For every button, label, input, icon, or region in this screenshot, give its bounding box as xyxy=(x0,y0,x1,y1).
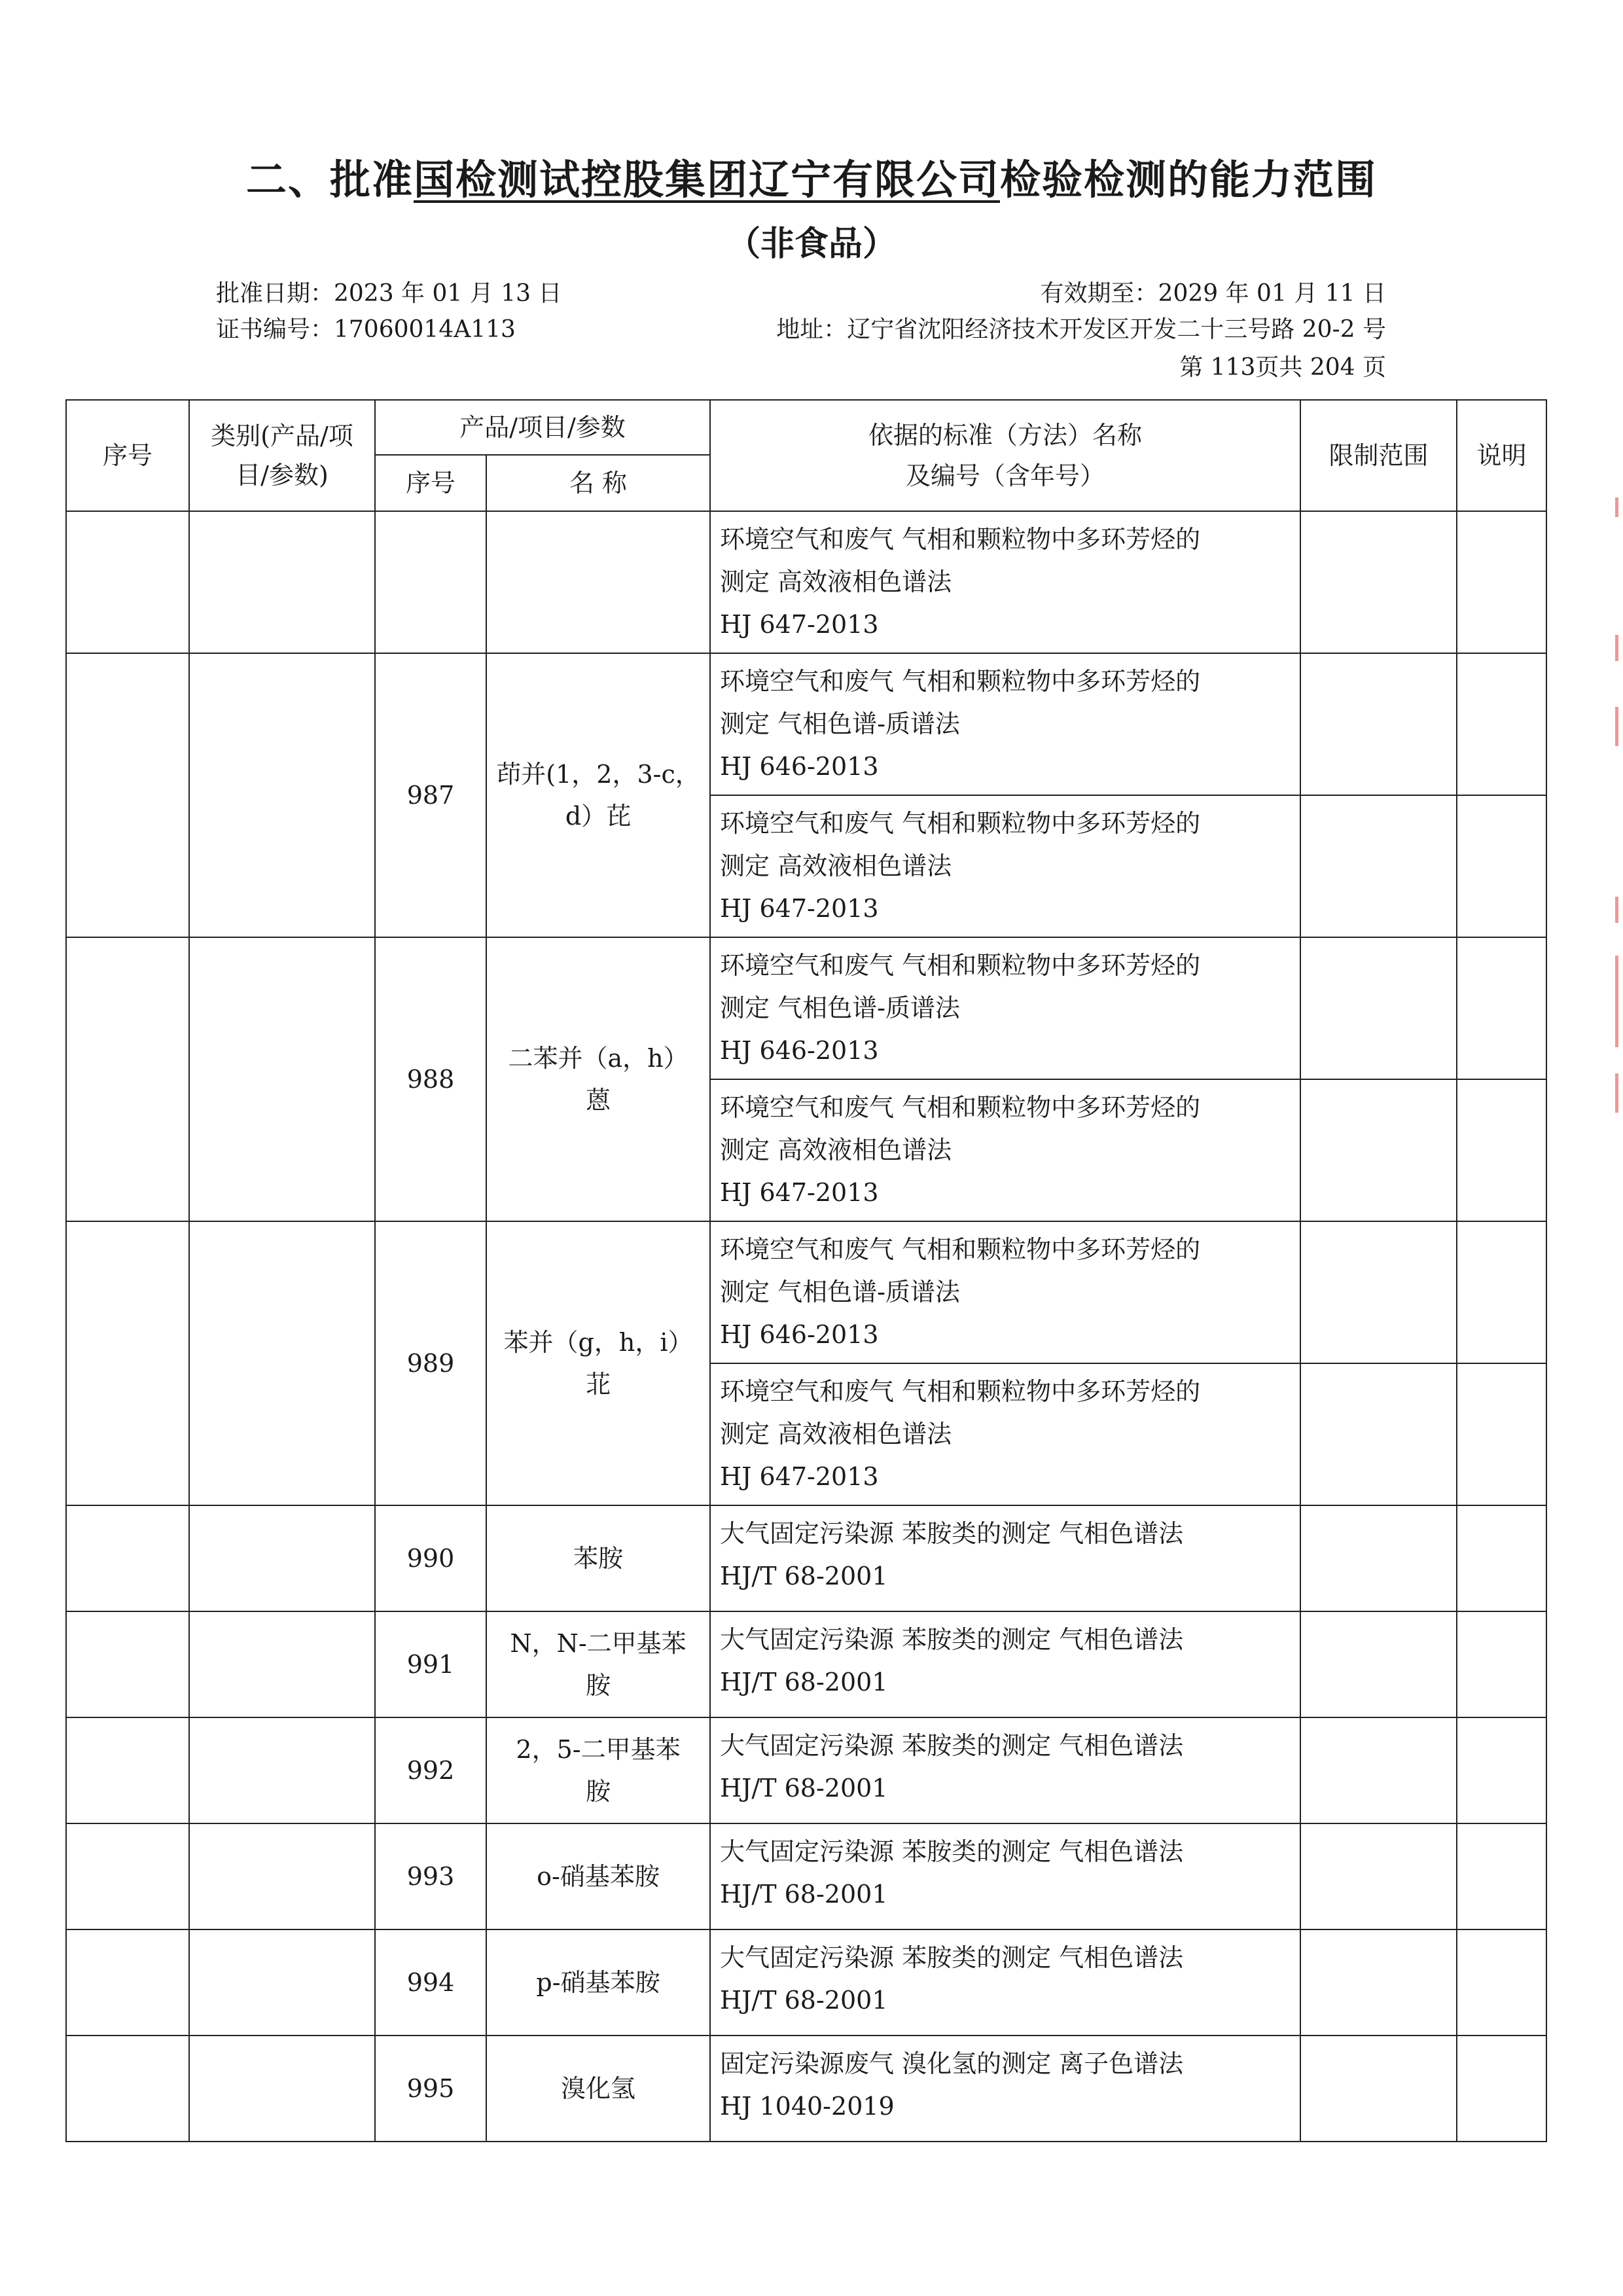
item-name-line: o-硝基苯胺 xyxy=(537,1862,660,1891)
cell-item-name xyxy=(486,1717,710,1823)
standard-line: 环境空气和废气 气相和颗粒物中多环芳烃的 xyxy=(720,951,1201,980)
table-row xyxy=(66,2036,1546,2142)
standard-line: HJ/T 68-2001 xyxy=(720,1986,888,2015)
header-category: 类别(产品/项目/参数) xyxy=(189,400,375,511)
cell-note xyxy=(1457,1079,1546,1221)
cell-note xyxy=(1457,1363,1546,1505)
cell-note xyxy=(1457,1611,1546,1717)
cell-item-name xyxy=(486,1505,710,1611)
cell-category xyxy=(189,1611,375,1717)
cell-note xyxy=(1457,1221,1546,1363)
cell-limit xyxy=(1300,1717,1457,1823)
cell-standard xyxy=(710,937,1300,1079)
standard-line: 测定 高效液相色谱法 xyxy=(720,567,952,596)
item-name-line: 2，5-二甲基苯 xyxy=(516,1735,681,1764)
cell-standard xyxy=(710,511,1300,653)
standard-line: HJ 647-2013 xyxy=(720,610,879,639)
item-name-line: 蒽 xyxy=(586,1086,611,1115)
cell-seq xyxy=(66,511,189,653)
cell-note xyxy=(1457,2036,1546,2142)
cell-standard xyxy=(710,1079,1300,1221)
cell-seq xyxy=(66,1717,189,1823)
page-title xyxy=(0,147,1623,206)
table-row xyxy=(66,1929,1546,2036)
cell-note xyxy=(1457,795,1546,937)
cell-standard xyxy=(710,795,1300,937)
cell-standard xyxy=(710,1717,1300,1823)
standard-line: 环境空气和废气 气相和颗粒物中多环芳烃的 xyxy=(720,667,1201,696)
cell-standard xyxy=(710,1611,1300,1717)
standard-line: 大气固定污染源 苯胺类的测定 气相色谱法 xyxy=(720,1625,1184,1654)
standard-line: 大气固定污染源 苯胺类的测定 气相色谱法 xyxy=(720,1731,1184,1760)
cell-category xyxy=(189,1221,375,1505)
standard-line: HJ 647-2013 xyxy=(720,1462,879,1491)
cell-standard xyxy=(710,1823,1300,1929)
table-row xyxy=(66,1221,1546,1363)
table-row xyxy=(66,1505,1546,1611)
cell-limit xyxy=(1300,653,1457,795)
header-item-name: 名 称 xyxy=(486,455,710,511)
cell-seq xyxy=(66,1505,189,1611)
cell-item-name xyxy=(486,1823,710,1929)
cell-limit xyxy=(1300,1823,1457,1929)
standard-line: HJ/T 68-2001 xyxy=(720,1880,888,1909)
cell-seq xyxy=(66,1611,189,1717)
item-name-line: 茚并(1，2，3-c， xyxy=(496,760,700,789)
standard-line: 测定 气相色谱-质谱法 xyxy=(720,709,960,738)
header-limit: 限制范围 xyxy=(1300,400,1457,511)
cell-note xyxy=(1457,937,1546,1079)
scan-edge-marks xyxy=(1615,497,1620,1152)
header-item-seq: 序号 xyxy=(375,455,486,511)
cell-item-seq: 991 xyxy=(375,1611,486,1717)
cell-item-name xyxy=(486,1221,710,1505)
standard-line: 环境空气和废气 气相和颗粒物中多环芳烃的 xyxy=(720,1377,1201,1406)
standard-line: 测定 气相色谱-质谱法 xyxy=(720,1278,960,1306)
item-name-line: d）芘 xyxy=(565,802,632,831)
cell-item-name xyxy=(486,1929,710,2036)
cell-limit xyxy=(1300,795,1457,937)
standard-line: 测定 高效液相色谱法 xyxy=(720,1420,952,1448)
table-row xyxy=(66,1823,1546,1929)
standard-line: HJ 646-2013 xyxy=(720,1036,879,1065)
cell-note xyxy=(1457,1823,1546,1929)
header-note: 说明 xyxy=(1457,400,1546,511)
cell-seq xyxy=(66,1221,189,1505)
cell-seq xyxy=(66,2036,189,2142)
standard-line: 测定 高效液相色谱法 xyxy=(720,1136,952,1164)
cell-limit xyxy=(1300,2036,1457,2142)
cell-item-name xyxy=(486,1611,710,1717)
cell-limit xyxy=(1300,1505,1457,1611)
cell-seq xyxy=(66,937,189,1221)
cell-standard xyxy=(710,653,1300,795)
cell-item-seq: 994 xyxy=(375,1929,486,2036)
cell-item-name xyxy=(486,653,710,937)
standard-line: HJ 646-2013 xyxy=(720,752,879,781)
cell-item-name xyxy=(486,511,710,653)
standard-line: HJ 1040-2019 xyxy=(720,2092,895,2121)
header-standard: 依据的标准（方法）名称 及编号（含年号） xyxy=(710,400,1300,511)
table-row xyxy=(66,511,1546,653)
header-product-group: 产品/项目/参数 xyxy=(375,400,710,455)
standard-line: HJ 647-2013 xyxy=(720,1178,879,1207)
cell-note xyxy=(1457,511,1546,653)
cell-standard xyxy=(710,1505,1300,1611)
cell-item-seq: 992 xyxy=(375,1717,486,1823)
cell-category xyxy=(189,1929,375,2036)
page-info: 第 113页共 204 页 xyxy=(1179,354,1386,381)
item-name-line: 二苯并（a，h） xyxy=(508,1044,688,1073)
cell-note xyxy=(1457,653,1546,795)
cell-note xyxy=(1457,1505,1546,1611)
cell-limit xyxy=(1300,511,1457,653)
address: 地址：辽宁省沈阳经济技术开发区开发二十三号路 20-2 号 xyxy=(776,316,1386,343)
header-seq: 序号 xyxy=(66,400,189,511)
standard-line: 环境空气和废气 气相和颗粒物中多环芳烃的 xyxy=(720,1235,1201,1264)
table-body xyxy=(66,511,1546,2142)
item-name-line: 胺 xyxy=(586,1671,611,1700)
item-name-line: 溴化氢 xyxy=(561,2074,636,2103)
standard-line: 固定污染源废气 溴化氢的测定 离子色谱法 xyxy=(720,2049,1184,2078)
standard-line: 大气固定污染源 苯胺类的测定 气相色谱法 xyxy=(720,1519,1184,1548)
cell-seq xyxy=(66,1823,189,1929)
cell-item-seq: 990 xyxy=(375,1505,486,1611)
page-subtitle: （非食品） xyxy=(726,224,897,264)
cell-category xyxy=(189,1823,375,1929)
cell-item-name xyxy=(486,937,710,1221)
cell-limit xyxy=(1300,1221,1457,1363)
cell-standard xyxy=(710,1929,1300,2036)
capability-table xyxy=(65,399,1547,2142)
item-name-line: 胺 xyxy=(586,1777,611,1806)
standard-line: 大气固定污染源 苯胺类的测定 气相色谱法 xyxy=(720,1837,1184,1866)
valid-until: 有效期至：2029 年 01 月 11 日 xyxy=(1040,280,1386,307)
approval-date: 批准日期：2023 年 01 月 13 日 xyxy=(216,280,562,307)
cell-category xyxy=(189,1505,375,1611)
cell-standard xyxy=(710,1363,1300,1505)
cell-item-seq: 987 xyxy=(375,653,486,937)
cell-item-seq: 989 xyxy=(375,1221,486,1505)
item-name-line: N，N-二甲基苯 xyxy=(510,1629,687,1658)
standard-line: 环境空气和废气 气相和颗粒物中多环芳烃的 xyxy=(720,525,1201,554)
table-row xyxy=(66,653,1546,795)
item-name-line: p-硝基苯胺 xyxy=(536,1968,660,1997)
standard-line: 环境空气和废气 气相和颗粒物中多环芳烃的 xyxy=(720,1093,1201,1122)
cell-note xyxy=(1457,1929,1546,2036)
title-prefix: 二、批准 xyxy=(245,156,414,204)
cell-item-seq: 993 xyxy=(375,1823,486,1929)
item-name-line: 苯并（g，h，i） xyxy=(503,1328,693,1357)
table-row xyxy=(66,1717,1546,1823)
certificate-number: 证书编号：17060014A113 xyxy=(216,316,516,343)
cell-note xyxy=(1457,1717,1546,1823)
title-suffix: 检验检测的能力范围 xyxy=(1000,156,1378,204)
cell-item-seq: 988 xyxy=(375,937,486,1221)
title-organization: 国检测试控股集团辽宁有限公司 xyxy=(413,156,1000,204)
standard-line: HJ 646-2013 xyxy=(720,1320,879,1349)
cell-standard xyxy=(710,1221,1300,1363)
cell-category xyxy=(189,653,375,937)
cell-item-seq xyxy=(375,511,486,653)
standard-line: HJ/T 68-2001 xyxy=(720,1668,888,1696)
standard-line: 测定 高效液相色谱法 xyxy=(720,852,952,880)
table-row xyxy=(66,1611,1546,1717)
item-name-line: 苝 xyxy=(586,1370,611,1399)
cell-limit xyxy=(1300,1929,1457,2036)
cell-category xyxy=(189,2036,375,2142)
standard-line: 测定 气相色谱-质谱法 xyxy=(720,994,960,1022)
table-row xyxy=(66,937,1546,1079)
cell-limit xyxy=(1300,937,1457,1079)
standard-line: 环境空气和废气 气相和颗粒物中多环芳烃的 xyxy=(720,809,1201,838)
standard-line: 大气固定污染源 苯胺类的测定 气相色谱法 xyxy=(720,1943,1184,1972)
cell-item-name xyxy=(486,2036,710,2142)
standard-line: HJ/T 68-2001 xyxy=(720,1562,888,1590)
cell-seq xyxy=(66,653,189,937)
cell-limit xyxy=(1300,1611,1457,1717)
standard-line: HJ 647-2013 xyxy=(720,894,879,923)
cell-item-seq: 995 xyxy=(375,2036,486,2142)
item-name-line: 苯胺 xyxy=(573,1544,624,1573)
standard-line: HJ/T 68-2001 xyxy=(720,1774,888,1803)
cell-category xyxy=(189,937,375,1221)
cell-standard xyxy=(710,2036,1300,2142)
cell-limit xyxy=(1300,1363,1457,1505)
cell-category xyxy=(189,511,375,653)
cell-limit xyxy=(1300,1079,1457,1221)
cell-category xyxy=(189,1717,375,1823)
cell-seq xyxy=(66,1929,189,2036)
